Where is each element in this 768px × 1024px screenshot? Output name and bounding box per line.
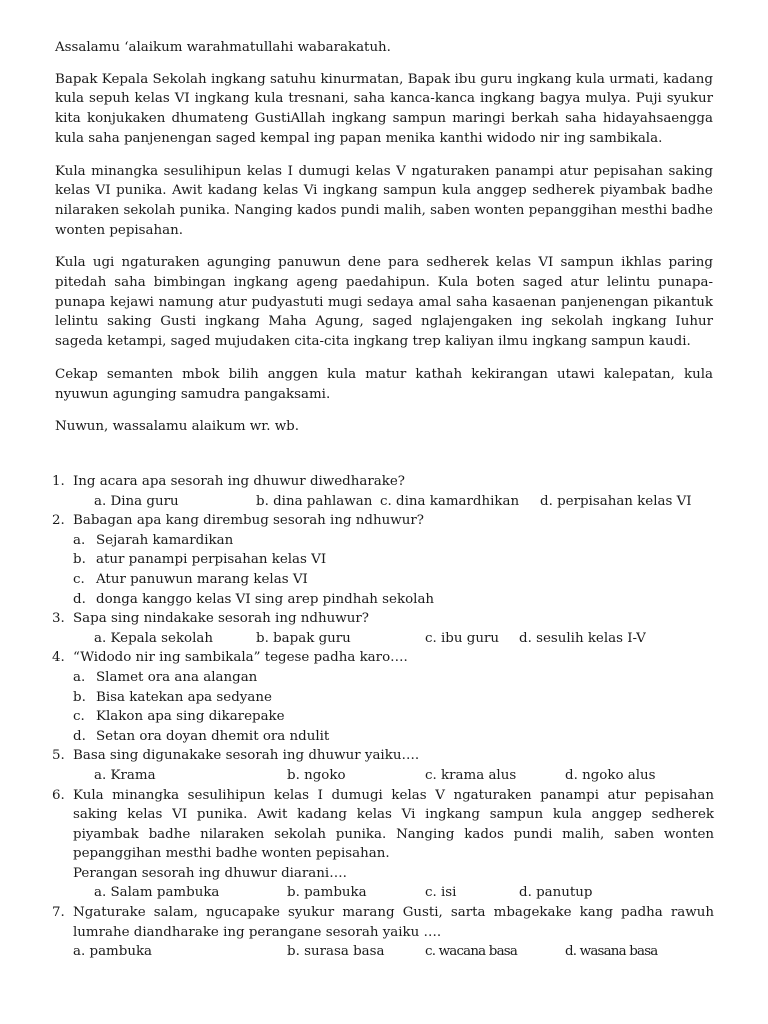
question-text: Kula minangka sesulihipun kelas I dumugi kelas V ngaturaken panampi atur pepisahan saking kelas VI punika. Awit kadang kelas Vi ingkang sampun kula anggep sedherek piyambak badhe nilaraken sekolah punika. Nanging kados pundi malih, saben wonten pepanggihan mesthi badhe wonten pepisahan. [73, 787, 714, 862]
options-row [73, 942, 714, 962]
question-number: 2. [52, 513, 65, 529]
option-letter: c. [73, 571, 85, 587]
option-c: c. wacana basa [425, 944, 518, 960]
option-text: Atur panuwun marang kelas VI [96, 571, 308, 587]
closing: Nuwun, wassalamu alaikum wr. wb. [55, 419, 299, 435]
question-prompt: Perangan sesorah ing dhuwur diarani…. [73, 865, 347, 881]
question-text: Ngaturake salam, ngucapake syukur marang Gusti, sarta mbagekake kang padha rawuh lumrahe diandharake ing perangane sesorah yaiku …. [73, 905, 714, 940]
paragraph-3: Kula ugi ngaturaken agunging panuwun dene para sedherek kelas VI sampun ikhlas paring pitedah saha bimbingan ingkang ageng paedahipun. Kula boten saged atur lelintu punapa-punapa kejawi namung atur pudyastuti mugi sedaya amal saha kasaenan panjenengan pikantuk lelintu saking Gusti ingkang Maha Agung, saged nglajengaken ing sekolah ingkang Iuhur sageda ketampi, saged mujudaken cita-cita ingkang trep kaliyan ilmu ingkang sampun kaudi. [55, 255, 713, 350]
question-5 [52, 746, 714, 785]
question-text: Babagan apa kang dirembug sesorah ing ndhuwur? [73, 513, 424, 529]
question-number: 6. [52, 787, 65, 803]
question-text: “Widodo nir ing sambikala” tegese padha karo…. [73, 650, 408, 666]
option-a: a. Kepala sekolah [94, 630, 214, 646]
paragraph-2: Kula minangka sesulihipun kelas I dumugi kelas V ngaturaken panampi atur pepisahan saking kelas VI punika. Awit kadang kelas Vi ingkang sampun kula anggep sedherek piyambak badhe nilaraken sekolah punika. Nanging kados pundi malih, saben wonten pepanggihan mesthi badhe wonten pepisahan. [55, 163, 713, 238]
option-b: b. pambuka [287, 885, 367, 901]
question-6 [52, 786, 714, 904]
speech-text [55, 38, 713, 437]
options-row [73, 629, 714, 649]
question-7 [52, 903, 714, 962]
options-row [73, 492, 714, 512]
option-c: c. dina kamardhikan [380, 493, 520, 509]
option-d [73, 590, 714, 610]
question-text: Sapa sing nindakake sesorah ing ndhuwur? [73, 611, 369, 627]
option-a: a. Krama [94, 767, 156, 783]
option-a [73, 668, 714, 688]
option-text: Klakon apa sing dikarepake [96, 709, 285, 725]
greeting: Assalamu ‘alaikum warahmatullahi wabarakatuh. [55, 40, 391, 55]
option-b: b. dina pahlawan [256, 493, 373, 509]
option-b: b. bapak guru [256, 630, 351, 646]
option-letter: c. [73, 709, 85, 725]
question-list [52, 472, 714, 962]
paragraph-1: Bapak Kepala Sekolah ingkang satuhu kinurmatan, Bapak ibu guru ingkang kula urmati, kadang kula sepuh kelas VI ingkang kula tresnani, saha kanca-kanca ingkang bagya mulya. Puji syukur kita konjukaken dhumateng GustiAllah ingkang sampun maringi berkah saha hidayahsaengga kula saha panjenengan saged kempal ing papan menika kanthi widodo nir ing sambikala. [55, 71, 713, 146]
option-d: d. ngoko alus [565, 767, 656, 783]
option-letter: d. [73, 728, 86, 744]
question-text: Basa sing digunakake sesorah ing dhuwur yaiku…. [73, 748, 420, 764]
option-c [73, 570, 714, 590]
option-text: Setan ora doyan dhemit ora ndulit [96, 728, 330, 744]
option-b: b. surasa basa [287, 944, 385, 960]
question-1 [52, 472, 714, 511]
option-text: Bisa katekan apa sedyane [96, 689, 272, 705]
options-row [73, 766, 714, 786]
option-c: c. krama alus [425, 767, 517, 783]
option-c [73, 707, 714, 727]
option-letter: a. [73, 532, 86, 548]
option-text: Sejarah kamardikan [96, 532, 234, 548]
option-letter: b. [73, 552, 86, 568]
question-number: 7. [52, 905, 65, 921]
question-number: 4. [52, 650, 65, 666]
option-d: d. wasana basa [565, 944, 658, 960]
option-a: a. Salam pambuka [94, 885, 220, 901]
question-4 [52, 648, 714, 746]
option-text: donga kanggo kelas VI sing arep pindhah sekolah [96, 591, 435, 607]
option-d: d. panutup [519, 885, 593, 901]
option-b: b. ngoko [287, 767, 346, 783]
paragraph-4: Cekap semanten mbok bilih anggen kula matur kathah kekirangan utawi kalepatan, kula nyuwun agunging samudra pangaksami. [55, 366, 713, 402]
option-a [73, 531, 714, 551]
option-c: c. isi [425, 885, 457, 901]
option-c: c. ibu guru [425, 630, 499, 646]
option-text: atur panampi perpisahan kelas VI [96, 552, 327, 568]
option-d: d. sesulih kelas I-V [519, 630, 646, 646]
options-row [73, 883, 714, 903]
option-a: a. pambuka [73, 944, 153, 960]
option-letter: a. [73, 669, 86, 685]
option-letter: d. [73, 591, 86, 607]
question-number: 5. [52, 748, 65, 764]
question-3 [52, 609, 714, 648]
option-b [73, 550, 714, 570]
option-d [73, 727, 714, 747]
option-letter: b. [73, 689, 86, 705]
question-2 [52, 511, 714, 609]
question-number: 3. [52, 611, 65, 627]
question-text: Ing acara apa sesorah ing dhuwur diwedharake? [73, 474, 405, 489]
option-text: Slamet ora ana alangan [96, 669, 258, 685]
option-a: a. Dina guru [94, 493, 179, 509]
option-b [73, 688, 714, 708]
option-d: d. perpisahan kelas VI [540, 493, 692, 509]
question-number: 1. [52, 474, 65, 489]
